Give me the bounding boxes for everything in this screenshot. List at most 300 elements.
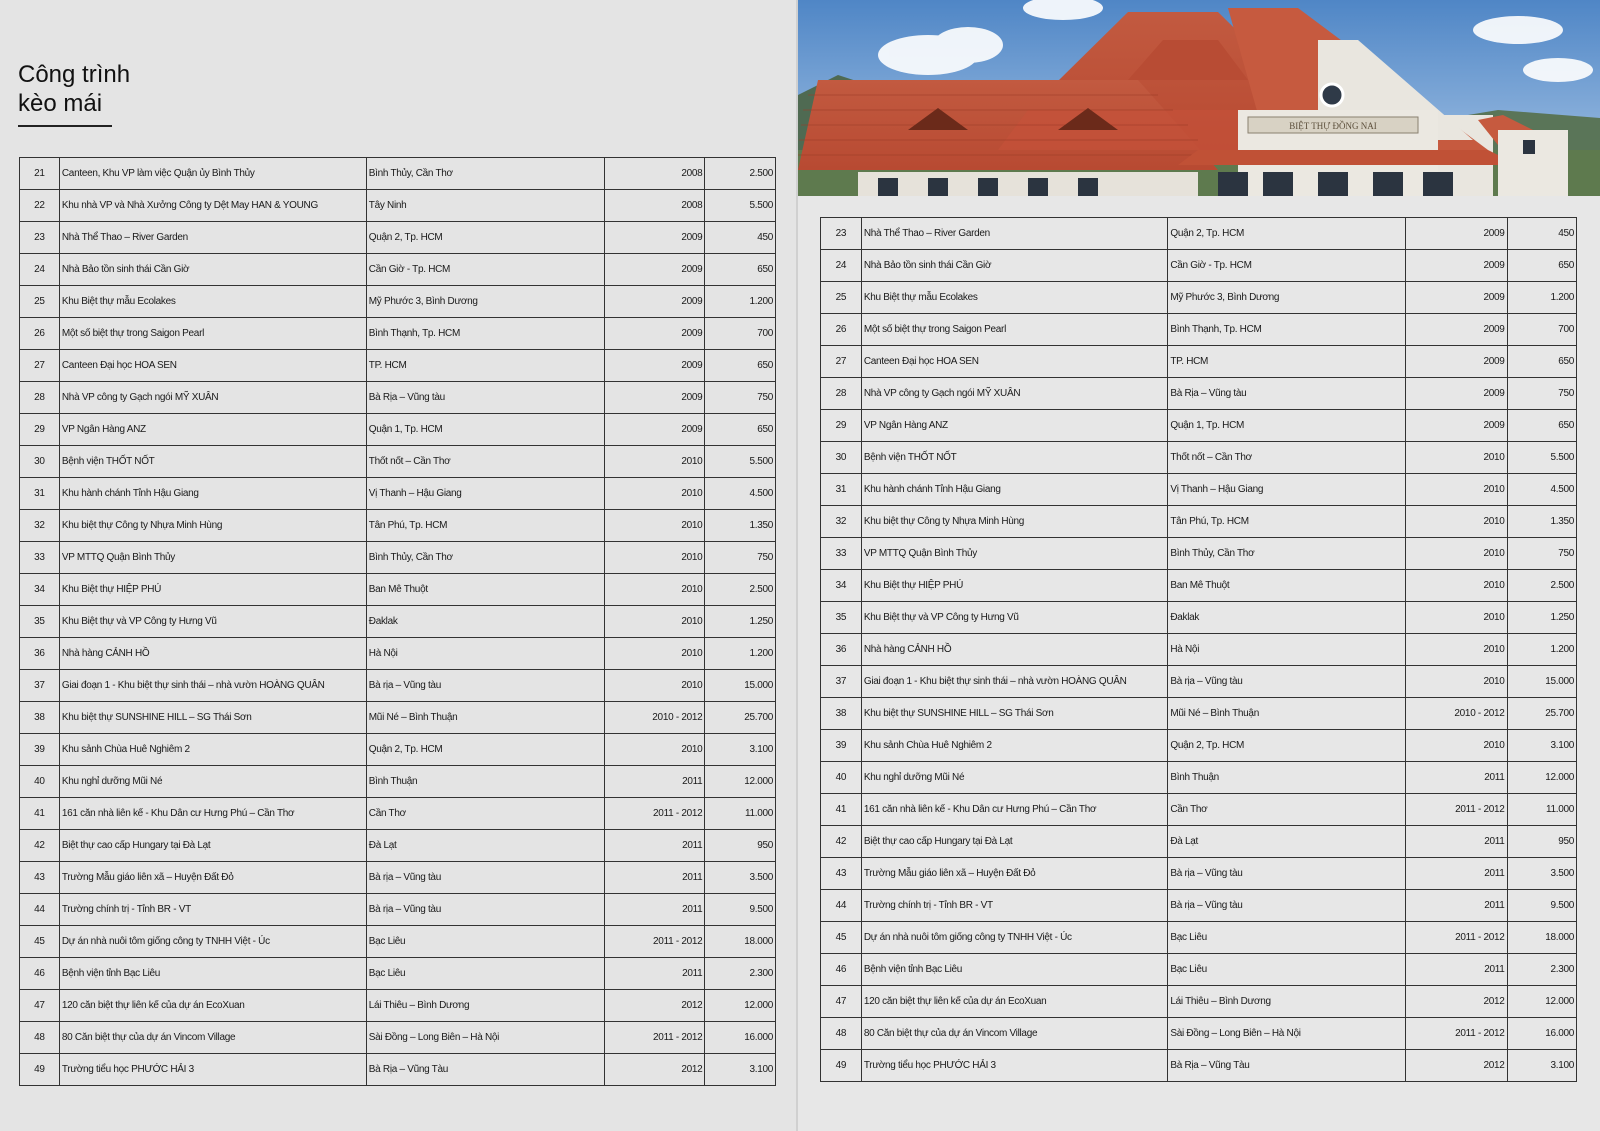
project-area: 650 [1507, 410, 1577, 442]
project-location: Quận 2, Tp. HCM [1168, 218, 1406, 250]
project-name: Khu hành chánh Tỉnh Hậu Giang [861, 474, 1167, 506]
project-year: 2009 [605, 318, 705, 350]
project-area: 3.100 [705, 734, 776, 766]
project-name: Khu Biệt thự và VP Công ty Hưng Vũ [861, 602, 1167, 634]
row-number: 31 [821, 474, 862, 506]
row-number: 49 [20, 1054, 60, 1086]
project-area: 11.000 [705, 798, 776, 830]
table-row [20, 574, 776, 606]
table-row [821, 762, 1577, 794]
table-row [821, 378, 1577, 410]
project-area: 11.000 [1507, 794, 1577, 826]
project-location: Quận 1, Tp. HCM [366, 414, 604, 446]
row-number: 22 [20, 190, 60, 222]
row-number: 34 [20, 574, 60, 606]
project-area: 3.500 [705, 862, 776, 894]
row-number: 29 [20, 414, 60, 446]
project-area: 9.500 [1507, 890, 1577, 922]
project-year: 2010 [605, 670, 705, 702]
project-year: 2009 [605, 350, 705, 382]
project-area: 3.100 [1507, 730, 1577, 762]
project-year: 2010 [605, 446, 705, 478]
project-location: Bà Rịa – Vũng Tàu [1168, 1050, 1406, 1082]
row-number: 33 [20, 542, 60, 574]
project-location: Đaklak [1168, 602, 1406, 634]
project-name: Giai đoạn 1 - Khu biệt thự sinh thái – nhà vườn HOÀNG QUÂN [59, 670, 366, 702]
project-area: 1.250 [1507, 602, 1577, 634]
row-number: 41 [20, 798, 60, 830]
project-year: 2012 [605, 1054, 705, 1086]
project-location: Quận 2, Tp. HCM [1168, 730, 1406, 762]
project-year: 2012 [1406, 986, 1507, 1018]
row-number: 32 [20, 510, 60, 542]
project-location: Bà Rịa – Vũng tàu [1168, 378, 1406, 410]
project-name: Khu nghỉ dưỡng Mũi Né [861, 762, 1167, 794]
table-row [20, 478, 776, 510]
project-area: 18.000 [705, 926, 776, 958]
table-row [821, 314, 1577, 346]
row-number: 35 [821, 602, 862, 634]
project-location: Sài Đồng – Long Biên – Hà Nội [366, 1022, 604, 1054]
project-location: Thốt nốt – Cần Thơ [1168, 442, 1406, 474]
table-row [821, 602, 1577, 634]
project-name: Khu Biệt thự HIỆP PHÚ [59, 574, 366, 606]
project-name: VP Ngân Hàng ANZ [59, 414, 366, 446]
project-area: 15.000 [1507, 666, 1577, 698]
table-row [20, 1022, 776, 1054]
project-year: 2011 [1406, 858, 1507, 890]
project-area: 650 [1507, 250, 1577, 282]
table-row [821, 826, 1577, 858]
project-name: Biệt thự cao cấp Hungary tại Đà Lạt [59, 830, 366, 862]
project-year: 2008 [605, 158, 705, 190]
row-number: 37 [821, 666, 862, 698]
projects-table-left [19, 157, 776, 1086]
project-location: TP. HCM [1168, 346, 1406, 378]
project-area: 950 [1507, 826, 1577, 858]
project-location: Đà Lạt [366, 830, 604, 862]
row-number: 47 [821, 986, 862, 1018]
project-name: Trường tiểu học PHƯỚC HẢI 3 [59, 1054, 366, 1086]
row-number: 37 [20, 670, 60, 702]
project-name: Biệt thự cao cấp Hungary tại Đà Lạt [861, 826, 1167, 858]
project-year: 2011 [605, 958, 705, 990]
project-year: 2009 [605, 222, 705, 254]
project-year: 2011 - 2012 [605, 1022, 705, 1054]
project-area: 450 [705, 222, 776, 254]
row-number: 28 [20, 382, 60, 414]
project-location: Thốt nốt – Cần Thơ [366, 446, 604, 478]
project-location: Bà rịa – Vũng tàu [366, 670, 604, 702]
project-area: 1.200 [1507, 634, 1577, 666]
project-area: 2.300 [1507, 954, 1577, 986]
row-number: 39 [20, 734, 60, 766]
project-location: Mỹ Phước 3, Bình Dương [366, 286, 604, 318]
project-year: 2009 [1406, 282, 1507, 314]
project-year: 2010 [605, 478, 705, 510]
table-row [821, 474, 1577, 506]
project-location: Ban Mê Thuột [1168, 570, 1406, 602]
row-number: 49 [821, 1050, 862, 1082]
project-year: 2011 [1406, 890, 1507, 922]
project-area: 12.000 [1507, 762, 1577, 794]
project-name: 120 căn biệt thự liên kế của dự án EcoXuan [59, 990, 366, 1022]
project-name: Một số biệt thự trong Saigon Pearl [59, 318, 366, 350]
project-name: Bệnh viện tỉnh Bạc Liêu [861, 954, 1167, 986]
project-area: 750 [705, 382, 776, 414]
project-area: 12.000 [1507, 986, 1577, 1018]
project-area: 650 [1507, 346, 1577, 378]
table-row [821, 922, 1577, 954]
villa-sign-text: BIỆT THỰ ĐỒNG NAI [1289, 121, 1377, 131]
project-year: 2011 - 2012 [1406, 1018, 1507, 1050]
project-location: Mũi Né – Bình Thuận [1168, 698, 1406, 730]
project-location: Bà Rịa – Vũng tàu [366, 382, 604, 414]
project-location: Bà rịa – Vũng tàu [1168, 858, 1406, 890]
project-name: Bệnh viện THỐT NỐT [861, 442, 1167, 474]
project-name: Nhà Bảo tồn sinh thái Cần Giờ [861, 250, 1167, 282]
row-number: 25 [821, 282, 862, 314]
project-area: 700 [705, 318, 776, 350]
project-location: Bình Thuận [1168, 762, 1406, 794]
project-location: Vị Thanh – Hậu Giang [366, 478, 604, 510]
project-year: 2009 [605, 382, 705, 414]
project-area: 1.200 [705, 638, 776, 670]
row-number: 42 [821, 826, 862, 858]
project-location: Bạc Liêu [366, 958, 604, 990]
project-location: Tân Phú, Tp. HCM [366, 510, 604, 542]
table-row [821, 538, 1577, 570]
project-area: 650 [705, 254, 776, 286]
project-year: 2011 - 2012 [1406, 922, 1507, 954]
project-name: VP MTTQ Quận Bình Thủy [861, 538, 1167, 570]
project-location: Ban Mê Thuột [366, 574, 604, 606]
project-year: 2012 [1406, 1050, 1507, 1082]
table-row [821, 250, 1577, 282]
heading-line-2: kèo mái [18, 90, 103, 117]
project-year: 2009 [605, 254, 705, 286]
project-name: Khu sảnh Chùa Huê Nghiêm 2 [59, 734, 366, 766]
table-row [20, 286, 776, 318]
project-location: Bạc Liêu [1168, 954, 1406, 986]
row-number: 43 [821, 858, 862, 890]
row-number: 46 [821, 954, 862, 986]
project-year: 2008 [605, 190, 705, 222]
table-row [20, 222, 776, 254]
heading-line-1: Công trình [18, 61, 131, 88]
project-area: 750 [1507, 538, 1577, 570]
row-number: 43 [20, 862, 60, 894]
project-name: Khu nhà VP và Nhà Xưởng Công ty Dệt May HAN & YOUNG [59, 190, 366, 222]
table-row [20, 638, 776, 670]
project-year: 2010 [605, 638, 705, 670]
project-area: 25.700 [1507, 698, 1577, 730]
project-name: Nhà Thể Thao – River Garden [59, 222, 366, 254]
project-area: 2.500 [705, 574, 776, 606]
project-year: 2010 [605, 574, 705, 606]
project-area: 1.200 [705, 286, 776, 318]
project-location: Bình Thạnh, Tp. HCM [366, 318, 604, 350]
project-area: 700 [1507, 314, 1577, 346]
project-area: 2.300 [705, 958, 776, 990]
project-name: Khu Biệt thự mẫu Ecolakes [861, 282, 1167, 314]
row-number: 38 [20, 702, 60, 734]
left-page [0, 0, 797, 1131]
row-number: 36 [20, 638, 60, 670]
project-location: Quận 1, Tp. HCM [1168, 410, 1406, 442]
row-number: 32 [821, 506, 862, 538]
table-row [20, 542, 776, 574]
project-area: 18.000 [1507, 922, 1577, 954]
row-number: 33 [821, 538, 862, 570]
project-location: Cần Thơ [366, 798, 604, 830]
row-number: 24 [20, 254, 60, 286]
project-location: Cần Thơ [1168, 794, 1406, 826]
project-name: Dự án nhà nuôi tôm giống công ty TNHH Việt - Úc [59, 926, 366, 958]
table-row [821, 634, 1577, 666]
row-number: 41 [821, 794, 862, 826]
project-year: 2010 [605, 606, 705, 638]
table-row [821, 858, 1577, 890]
project-year: 2010 [1406, 634, 1507, 666]
project-location: Hà Nội [366, 638, 604, 670]
project-area: 4.500 [705, 478, 776, 510]
table-row [20, 606, 776, 638]
row-number: 39 [821, 730, 862, 762]
table-row [821, 570, 1577, 602]
project-name: Khu nghỉ dưỡng Mũi Né [59, 766, 366, 798]
projects-table-right [820, 217, 1577, 1082]
project-year: 2011 [605, 894, 705, 926]
project-name: Nhà VP công ty Gạch ngói MỸ XUÂN [861, 378, 1167, 410]
project-name: Canteen Đại học HOA SEN [861, 346, 1167, 378]
table-row [821, 346, 1577, 378]
project-year: 2011 [605, 862, 705, 894]
project-location: Cần Giờ - Tp. HCM [366, 254, 604, 286]
table-row [821, 730, 1577, 762]
row-number: 29 [821, 410, 862, 442]
project-area: 750 [1507, 378, 1577, 410]
project-area: 1.350 [1507, 506, 1577, 538]
project-name: VP Ngân Hàng ANZ [861, 410, 1167, 442]
table-row [821, 794, 1577, 826]
project-location: Hà Nội [1168, 634, 1406, 666]
project-location: Bình Thủy, Cần Thơ [366, 158, 604, 190]
page-heading [18, 60, 130, 118]
project-location: Vị Thanh – Hậu Giang [1168, 474, 1406, 506]
project-year: 2011 - 2012 [1406, 794, 1507, 826]
project-location: Tân Phú, Tp. HCM [1168, 506, 1406, 538]
project-area: 3.100 [705, 1054, 776, 1086]
row-number: 21 [20, 158, 60, 190]
table-row [20, 734, 776, 766]
table-row [20, 446, 776, 478]
table-row [20, 830, 776, 862]
project-name: Nhà hàng CẢNH HỒ [861, 634, 1167, 666]
project-area: 950 [705, 830, 776, 862]
project-year: 2010 [1406, 506, 1507, 538]
project-name: Khu biệt thự SUNSHINE HILL – SG Thái Sơn [861, 698, 1167, 730]
project-location: Bình Thuận [366, 766, 604, 798]
project-area: 650 [705, 350, 776, 382]
project-name: 80 Căn biệt thự của dự án Vincom Village [861, 1018, 1167, 1050]
table-row [821, 218, 1577, 250]
project-name: Nhà hàng CẢNH HỒ [59, 638, 366, 670]
table-row [20, 766, 776, 798]
project-name: Nhà VP công ty Gạch ngói MỸ XUÂN [59, 382, 366, 414]
project-name: 80 Căn biệt thự của dự án Vincom Village [59, 1022, 366, 1054]
project-year: 2010 [1406, 538, 1507, 570]
project-area: 450 [1507, 218, 1577, 250]
row-number: 38 [821, 698, 862, 730]
project-area: 1.350 [705, 510, 776, 542]
project-name: Khu hành chánh Tỉnh Hậu Giang [59, 478, 366, 510]
row-number: 25 [20, 286, 60, 318]
project-year: 2010 [605, 542, 705, 574]
row-number: 48 [821, 1018, 862, 1050]
project-name: Trường Mẫu giáo liên xã – Huyện Đất Đỏ [59, 862, 366, 894]
table-row [20, 670, 776, 702]
row-number: 40 [20, 766, 60, 798]
project-name: Khu Biệt thự HIỆP PHÚ [861, 570, 1167, 602]
row-number: 48 [20, 1022, 60, 1054]
table-row [821, 442, 1577, 474]
project-name: Bệnh viện tỉnh Bạc Liêu [59, 958, 366, 990]
project-location: Đà Lạt [1168, 826, 1406, 858]
project-location: Bình Thủy, Cần Thơ [366, 542, 604, 574]
table-row [20, 382, 776, 414]
project-location: Quận 2, Tp. HCM [366, 734, 604, 766]
project-area: 3.500 [1507, 858, 1577, 890]
project-location: Quận 2, Tp. HCM [366, 222, 604, 254]
project-location: Bà rịa – Vũng tàu [366, 894, 604, 926]
project-area: 2.500 [1507, 570, 1577, 602]
project-year: 2011 - 2012 [605, 926, 705, 958]
project-name: 120 căn biệt thự liên kế của dự án EcoXuan [861, 986, 1167, 1018]
table-row [20, 190, 776, 222]
project-location: Bạc Liêu [366, 926, 604, 958]
project-year: 2009 [605, 286, 705, 318]
project-name: Một số biệt thự trong Saigon Pearl [861, 314, 1167, 346]
project-area: 650 [705, 414, 776, 446]
project-area: 4.500 [1507, 474, 1577, 506]
project-area: 5.500 [1507, 442, 1577, 474]
table-row [20, 958, 776, 990]
project-location: Đaklak [366, 606, 604, 638]
project-name: 161 căn nhà liên kế - Khu Dân cư Hưng Phú – Cần Thơ [59, 798, 366, 830]
row-number: 23 [821, 218, 862, 250]
project-year: 2009 [1406, 378, 1507, 410]
project-year: 2010 [1406, 474, 1507, 506]
row-number: 23 [20, 222, 60, 254]
project-location: Lái Thiêu – Bình Dương [1168, 986, 1406, 1018]
project-name: Khu biệt thự SUNSHINE HILL – SG Thái Sơn [59, 702, 366, 734]
row-number: 46 [20, 958, 60, 990]
project-location: Bình Thạnh, Tp. HCM [1168, 314, 1406, 346]
table-row [821, 1018, 1577, 1050]
project-area: 12.000 [705, 766, 776, 798]
project-year: 2010 [1406, 730, 1507, 762]
row-number: 47 [20, 990, 60, 1022]
project-name: Trường chính trị - Tỉnh BR - VT [59, 894, 366, 926]
row-number: 27 [821, 346, 862, 378]
row-number: 35 [20, 606, 60, 638]
project-year: 2010 [605, 734, 705, 766]
project-location: Bà rịa – Vũng tàu [1168, 890, 1406, 922]
table-row [20, 414, 776, 446]
project-name: 161 căn nhà liên kế - Khu Dân cư Hưng Phú – Cần Thơ [861, 794, 1167, 826]
project-name: Canteen, Khu VP làm việc Quận ủy Bình Thủy [59, 158, 366, 190]
table-row [20, 702, 776, 734]
row-number: 31 [20, 478, 60, 510]
project-area: 1.250 [705, 606, 776, 638]
project-name: Trường Mẫu giáo liên xã – Huyện Đất Đỏ [861, 858, 1167, 890]
project-name: Bệnh viện THỐT NỐT [59, 446, 366, 478]
table-row [821, 954, 1577, 986]
project-location: TP. HCM [366, 350, 604, 382]
project-name: Khu Biệt thự và VP Công ty Hưng Vũ [59, 606, 366, 638]
project-name: Khu biệt thự Công ty Nhựa Minh Hùng [59, 510, 366, 542]
row-number: 30 [821, 442, 862, 474]
project-area: 12.000 [705, 990, 776, 1022]
project-year: 2012 [605, 990, 705, 1022]
row-number: 24 [821, 250, 862, 282]
table-row [20, 990, 776, 1022]
project-location: Tây Ninh [366, 190, 604, 222]
project-year: 2010 - 2012 [605, 702, 705, 734]
project-name: Dự án nhà nuôi tôm giống công ty TNHH Việt - Úc [861, 922, 1167, 954]
row-number: 44 [20, 894, 60, 926]
project-year: 2011 [605, 830, 705, 862]
project-name: VP MTTQ Quận Bình Thủy [59, 542, 366, 574]
project-year: 2011 [605, 766, 705, 798]
project-area: 9.500 [705, 894, 776, 926]
project-year: 2009 [1406, 250, 1507, 282]
row-number: 40 [821, 762, 862, 794]
project-location: Sài Đồng – Long Biên – Hà Nội [1168, 1018, 1406, 1050]
row-number: 42 [20, 830, 60, 862]
row-number: 36 [821, 634, 862, 666]
project-year: 2009 [1406, 314, 1507, 346]
table-row [821, 698, 1577, 730]
project-area: 1.200 [1507, 282, 1577, 314]
project-name: Nhà Bảo tồn sinh thái Cần Giờ [59, 254, 366, 286]
project-year: 2009 [605, 414, 705, 446]
table-row [821, 890, 1577, 922]
table-row [821, 506, 1577, 538]
row-number: 26 [20, 318, 60, 350]
table-row [20, 318, 776, 350]
project-area: 5.500 [705, 446, 776, 478]
table-row [20, 350, 776, 382]
project-year: 2009 [1406, 218, 1507, 250]
table-row [821, 282, 1577, 314]
project-location: Cần Giờ - Tp. HCM [1168, 250, 1406, 282]
project-area: 15.000 [705, 670, 776, 702]
project-name: Canteen Đại học HOA SEN [59, 350, 366, 382]
row-number: 27 [20, 350, 60, 382]
project-area: 16.000 [705, 1022, 776, 1054]
project-name: Khu Biệt thự mẫu Ecolakes [59, 286, 366, 318]
table-row [20, 158, 776, 190]
row-number: 26 [821, 314, 862, 346]
project-year: 2011 [1406, 954, 1507, 986]
project-year: 2010 [605, 510, 705, 542]
project-area: 750 [705, 542, 776, 574]
row-number: 45 [821, 922, 862, 954]
project-year: 2011 - 2012 [605, 798, 705, 830]
project-year: 2011 [1406, 826, 1507, 858]
